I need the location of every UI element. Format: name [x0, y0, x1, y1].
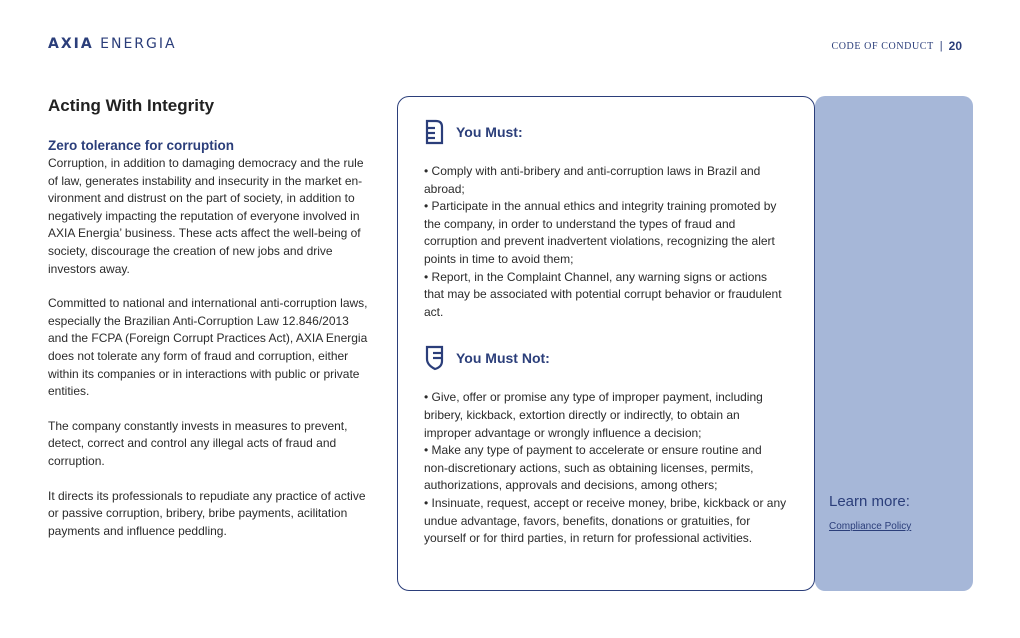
must-item: • Comply with anti-bribery and anti-corruption laws in Brazil and abroad;: [424, 164, 761, 196]
must-item: • Report, in the Complaint Channel, any warning signs or actions that may be associated with potential corrupt behavior or fraudulent act.: [424, 269, 782, 319]
paragraph-4: It directs its professionals to repudiate any practice of active or passive corruption, bribery, bribe payments, acilitation payments and influence peddling.: [48, 488, 366, 538]
must-header: [424, 119, 788, 145]
must-not-header: [424, 345, 788, 371]
left-column: [48, 96, 368, 557]
must-not-item: • Make any type of payment to accelerate or ensure routine and non-discretionary actions, such as obtaining licenses, permits, authorizations, approvals and decisions, among others;: [424, 443, 762, 493]
section-title: Acting With Integrity: [48, 96, 215, 115]
must-not-list: [424, 389, 788, 547]
paragraph-1: Corruption, in addition to damaging democracy and the rule of law, generates instability and insecurity in the market en- vironment and distrust on the part of society, in addition to negatively impacting the reputation of everyone involved in AXIA Energia’ business. These acts affect the well-being of society, discourage the creation of new jobs and drive investors away.: [48, 156, 364, 276]
brand-logo: [48, 36, 177, 52]
header-separator: |: [939, 40, 943, 52]
document-shield-icon: [424, 345, 446, 371]
learn-more-label: Learn more:: [829, 493, 910, 510]
paragraph-3: The company constantly invests in measures to prevent, detect, correct and control any illegal acts of fraud and corruption.: [48, 418, 348, 468]
must-item: • Participate in the annual ethics and integrity training promoted by the company, in order to understand the types of fraud and corruption and prevent inadvertent violations, recognizing the alert points in time to avoid them;: [424, 199, 777, 266]
logo-bold: AXIA: [48, 36, 94, 52]
subheading: Zero tolerance for corruption: [48, 138, 235, 153]
header-meta: [831, 39, 962, 53]
logo-light: ENERGIA: [100, 36, 177, 52]
paragraph-2: Committed to national and international anti-corruption laws, especially the Brazilian Anti-Corruption Law 12.846/2013 and the FCPA (Foreign Corrupt Practices Act), AXIA Energia does not tolerate any form of fraud and corruption, either within its companies or in interactions with public or private entities.: [48, 296, 368, 399]
must-list: [424, 163, 788, 321]
rules-card: [397, 96, 815, 591]
document-check-icon: [424, 119, 446, 145]
compliance-policy-link[interactable]: Compliance Policy: [829, 521, 912, 532]
learn-more-panel: [815, 96, 973, 591]
must-not-item: • Give, offer or promise any type of improper payment, including bribery, kickback, extortion directly or indirectly, to obtain an improper advantage or wrongly influence a decision;: [424, 390, 763, 440]
must-not-item: • Insinuate, request, accept or receive money, bribe, kickback or any undue advantage, favors, benefits, donations or gratuities, for yourself or for third parties, in return for professional activities.: [424, 495, 787, 546]
must-not-title: You Must Not:: [456, 350, 550, 367]
page-number: 20: [948, 39, 962, 53]
must-title: You Must:: [456, 124, 523, 140]
document-title: CODE OF CONDUCT: [831, 40, 934, 52]
